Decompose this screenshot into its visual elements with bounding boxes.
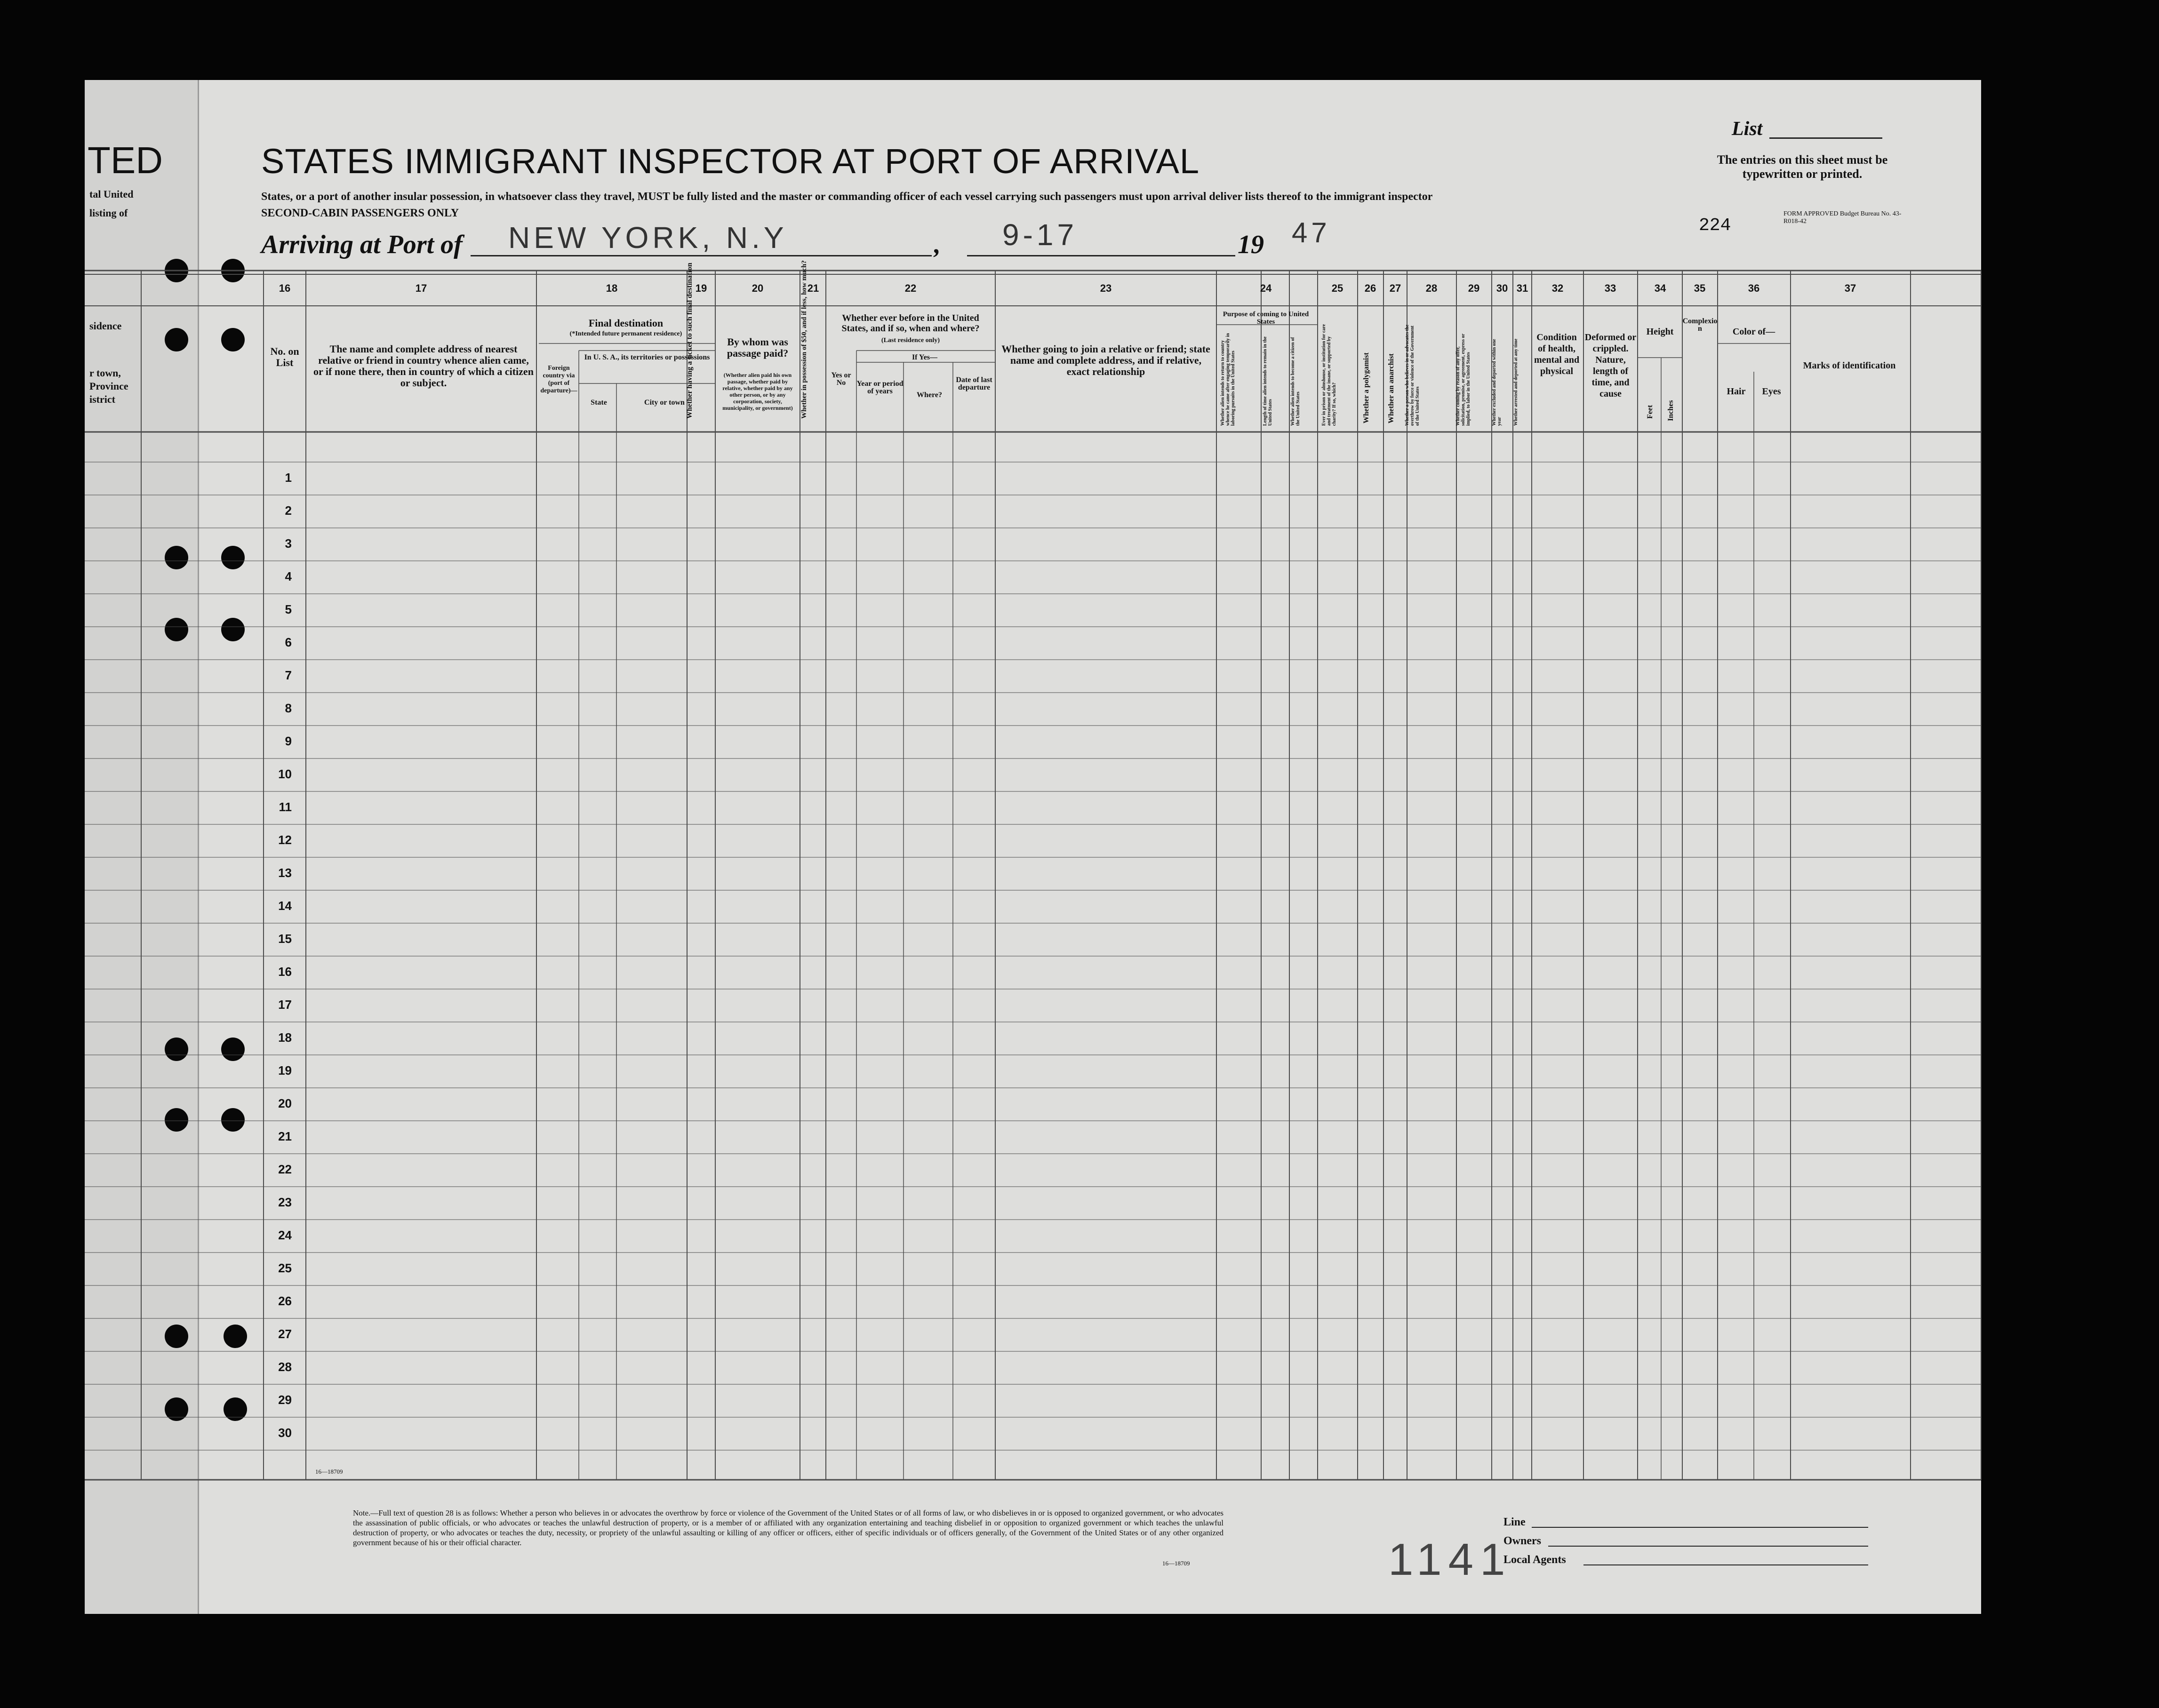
row-number: 5 bbox=[285, 602, 292, 616]
left-strip-district: istrict bbox=[89, 393, 115, 405]
column-number-20: 20 bbox=[752, 282, 764, 294]
col-31-header: Whether arrested and deported at any time bbox=[1513, 338, 1519, 426]
col-22-note: (Last residence only) bbox=[881, 337, 940, 344]
column-number-33: 33 bbox=[1604, 282, 1616, 294]
column-number-24: 24 bbox=[1260, 282, 1272, 294]
col-26-header: Whether a polygamist bbox=[1362, 352, 1370, 423]
col-18-foreign: Foreign country via (port of departure)— bbox=[540, 365, 577, 394]
row-number: 3 bbox=[285, 536, 292, 551]
form-title: STATES IMMIGRANT INSPECTOR AT PORT OF ARRIVAL bbox=[261, 142, 1200, 181]
typewritten-instruction: The entries on this sheet must be typewritten or printed. bbox=[1717, 153, 1888, 181]
col-24-c: Whether alien intends to become a citizen of the United States bbox=[1290, 337, 1301, 426]
col-28-header: Whether a person who believes in or advocates the overthrow by force or violence of the Government of the United States bbox=[1405, 324, 1420, 426]
owners-label: Owners bbox=[1503, 1535, 1541, 1547]
col-18-sub: (*Intended future permanent residence) bbox=[569, 330, 682, 337]
left-strip-residence: sidence bbox=[89, 320, 122, 332]
col-24-b: Length of time alien intends to remain in the United States bbox=[1263, 336, 1273, 426]
column-number-19: 19 bbox=[695, 282, 707, 294]
row-number: 30 bbox=[278, 1426, 292, 1440]
column-number-35: 35 bbox=[1694, 282, 1706, 294]
col-18-title: Final destination bbox=[588, 317, 664, 329]
col-18-usa: In U. S. A., its territories or possessions bbox=[584, 353, 710, 361]
row-number: 9 bbox=[285, 734, 292, 748]
col-18-state: State bbox=[591, 399, 607, 407]
col-25-header: Ever in prison or almshouse, or institution for care and treatment of the insane, or supported by charity? If so, which? bbox=[1321, 324, 1337, 426]
footnote-question-28: Note.—Full text of question 28 is as follows: Whether a person who believes in or advocates the overthrow by force or violence of the Government of the United States or of all forms of law, or who disbelieves in or is opposed to organized government, or who advocates the assassination of public officials, or who advocates or teaches the unlawful destruction of property, or is a member of or affiliated with any organization entertaining and teaching disbelief in or opposition to organized government or which teaches the unlawful destruction of property, or who advocates or teaches the duty, necessity, or propriety of the unlawful assaulting or killing of any officer or officers, either of specific individuals or of officers generally, of the Government of the United States or of any other organized government because of his or their official character. bbox=[353, 1508, 1223, 1547]
col-37-header: Marks of identification bbox=[1803, 360, 1896, 371]
column-number-30: 30 bbox=[1496, 282, 1508, 294]
column-number-29: 29 bbox=[1468, 282, 1480, 294]
column-number-32: 32 bbox=[1551, 282, 1564, 294]
row-number: 22 bbox=[278, 1162, 292, 1176]
col-30-header: Whether excluded and deported within one year bbox=[1492, 339, 1502, 426]
year-printed: 19 bbox=[1238, 230, 1264, 259]
row-number: 26 bbox=[278, 1294, 292, 1308]
row-number: 19 bbox=[278, 1063, 292, 1077]
row-number: 21 bbox=[278, 1129, 292, 1143]
column-number-22: 22 bbox=[904, 282, 917, 294]
handwritten-number: 1141 bbox=[1388, 1534, 1512, 1585]
col-20-header: By whom was passage paid? bbox=[727, 336, 789, 359]
row-number: 12 bbox=[278, 833, 292, 847]
col-18-city: City or town bbox=[644, 399, 685, 407]
column-number-34: 34 bbox=[1654, 282, 1666, 294]
column-number-27: 27 bbox=[1389, 282, 1401, 294]
column-number-28: 28 bbox=[1425, 282, 1438, 294]
row-number: 28 bbox=[278, 1360, 292, 1374]
col-35-header: Complexion bbox=[1682, 317, 1718, 333]
row-number: 4 bbox=[285, 569, 292, 583]
row-number: 27 bbox=[278, 1327, 292, 1341]
col-29-header: Whether coming by reason of any offer, solicitation, promise, or agreement, express or implied, to labor in the United States bbox=[1455, 334, 1471, 426]
left-title-fragment: TED bbox=[88, 139, 163, 181]
row-number: 2 bbox=[285, 503, 292, 518]
col-36-eyes: Eyes bbox=[1762, 386, 1781, 397]
row-number: 18 bbox=[278, 1030, 292, 1045]
col-33-header: Deformed or crippled. Nature, length of time, and cause bbox=[1584, 332, 1637, 399]
row-number: 17 bbox=[278, 998, 292, 1012]
row-number: 1 bbox=[285, 471, 292, 485]
col-22-where: Where? bbox=[917, 391, 942, 399]
year-handwritten: 47 bbox=[1292, 217, 1331, 248]
row-number: 20 bbox=[278, 1096, 292, 1110]
page-number: 224 bbox=[1699, 215, 1731, 236]
column-number-25: 25 bbox=[1331, 282, 1343, 294]
line-label: Line bbox=[1503, 1516, 1526, 1528]
column-number-17: 17 bbox=[415, 282, 427, 294]
col-34-header: Height bbox=[1646, 327, 1674, 337]
column-number-37: 37 bbox=[1844, 282, 1856, 294]
agents-fill bbox=[1583, 1564, 1868, 1565]
left-strip-town: r town, bbox=[89, 367, 121, 379]
row-number: 8 bbox=[285, 701, 292, 715]
column-number-31: 31 bbox=[1516, 282, 1528, 294]
form-approved: FORM APPROVED Budget Bureau No. 43-R018-42 bbox=[1783, 210, 1902, 225]
row-number: 10 bbox=[278, 767, 292, 781]
col-22-header: Whether ever before in the United States, and if so, when and where? bbox=[841, 313, 980, 334]
row-number: 24 bbox=[278, 1228, 292, 1242]
row-number: 16 bbox=[278, 965, 292, 979]
comma: , bbox=[934, 230, 941, 259]
row-number: 25 bbox=[278, 1261, 292, 1275]
row-number: 11 bbox=[279, 800, 292, 814]
col-34-feet: Feet bbox=[1646, 405, 1654, 419]
col-17-header: The name and complete address of nearest relative or friend in country whence alien came, or if none there, then in country of which a citizen or subject. bbox=[313, 343, 534, 389]
column-number-26: 26 bbox=[1364, 282, 1376, 294]
col-36-header: Color of— bbox=[1732, 327, 1775, 337]
col-19-header: Whether having a ticket to such final destination bbox=[686, 263, 694, 419]
form-code-note: 16—18709 bbox=[1162, 1560, 1190, 1567]
col-24-title: Purpose of coming to United States bbox=[1223, 311, 1309, 326]
col-34-inches: Inches bbox=[1667, 400, 1675, 421]
left-strip-province: Province bbox=[89, 380, 128, 392]
owners-fill bbox=[1548, 1546, 1868, 1547]
column-number-36: 36 bbox=[1748, 282, 1760, 294]
row-number: 6 bbox=[285, 635, 292, 649]
list-label: List bbox=[1732, 118, 1763, 140]
col-16-header: No. on List bbox=[270, 345, 299, 368]
row-number: 29 bbox=[278, 1393, 292, 1407]
col-24-a: Whether alien intends to return to country whence he came after engaging temporarily in laboring pursuits in the United States bbox=[1220, 333, 1236, 426]
col-36-hair: Hair bbox=[1727, 386, 1746, 397]
date-handwritten: 9-17 bbox=[1002, 218, 1078, 252]
col-22-ifyes: If Yes— bbox=[912, 353, 938, 361]
line-fill bbox=[1532, 1527, 1868, 1528]
column-number-23: 23 bbox=[1100, 282, 1112, 294]
local-agents-label: Local Agents bbox=[1503, 1554, 1566, 1566]
port-handwritten: NEW YORK, N.Y bbox=[508, 221, 788, 255]
left-strip-line2: listing of bbox=[89, 207, 128, 219]
col-23-header: Whether going to join a relative or friend; state name and complete address, and if relative, exact relationship bbox=[1001, 343, 1210, 377]
col-22-year: Year or period of years bbox=[856, 380, 904, 395]
form-subtitle: States, or a port of another insular possession, in whatsoever class they travel, MUST be fully listed and the master or commanding officer of each vessel carrying such passengers must upon arrival deliver lists thereof to the immigrant inspector bbox=[261, 191, 1433, 203]
left-strip-line1: tal United bbox=[89, 188, 134, 200]
column-number-21: 21 bbox=[807, 282, 819, 294]
column-number-16: 16 bbox=[279, 282, 291, 294]
col-22-date: Date of last departure bbox=[956, 376, 992, 391]
form-code-bottom: 16—18709 bbox=[315, 1468, 343, 1475]
column-number-18: 18 bbox=[606, 282, 618, 294]
arriving-label: Arriving at Port of bbox=[261, 230, 463, 259]
row-number: 15 bbox=[278, 932, 292, 946]
col-32-header: Condition of health, mental and physical bbox=[1534, 332, 1580, 376]
row-number: 14 bbox=[278, 899, 292, 913]
col-27-header: Whether an anarchist bbox=[1387, 353, 1395, 423]
col-20-note: (Whether alien paid his own passage, whether paid by relative, whether paid by any other person, or by any corporation, society, municipality, or government) bbox=[722, 372, 793, 411]
row-number: 23 bbox=[278, 1195, 292, 1209]
row-number: 13 bbox=[278, 866, 292, 880]
col-22-yesno: Yes or No bbox=[831, 371, 851, 387]
row-number: 7 bbox=[285, 668, 292, 682]
class-line: SECOND-CABIN PASSENGERS ONLY bbox=[261, 207, 459, 219]
col-21-header: Whether in possession of $50, and if less, how much? bbox=[800, 260, 808, 419]
